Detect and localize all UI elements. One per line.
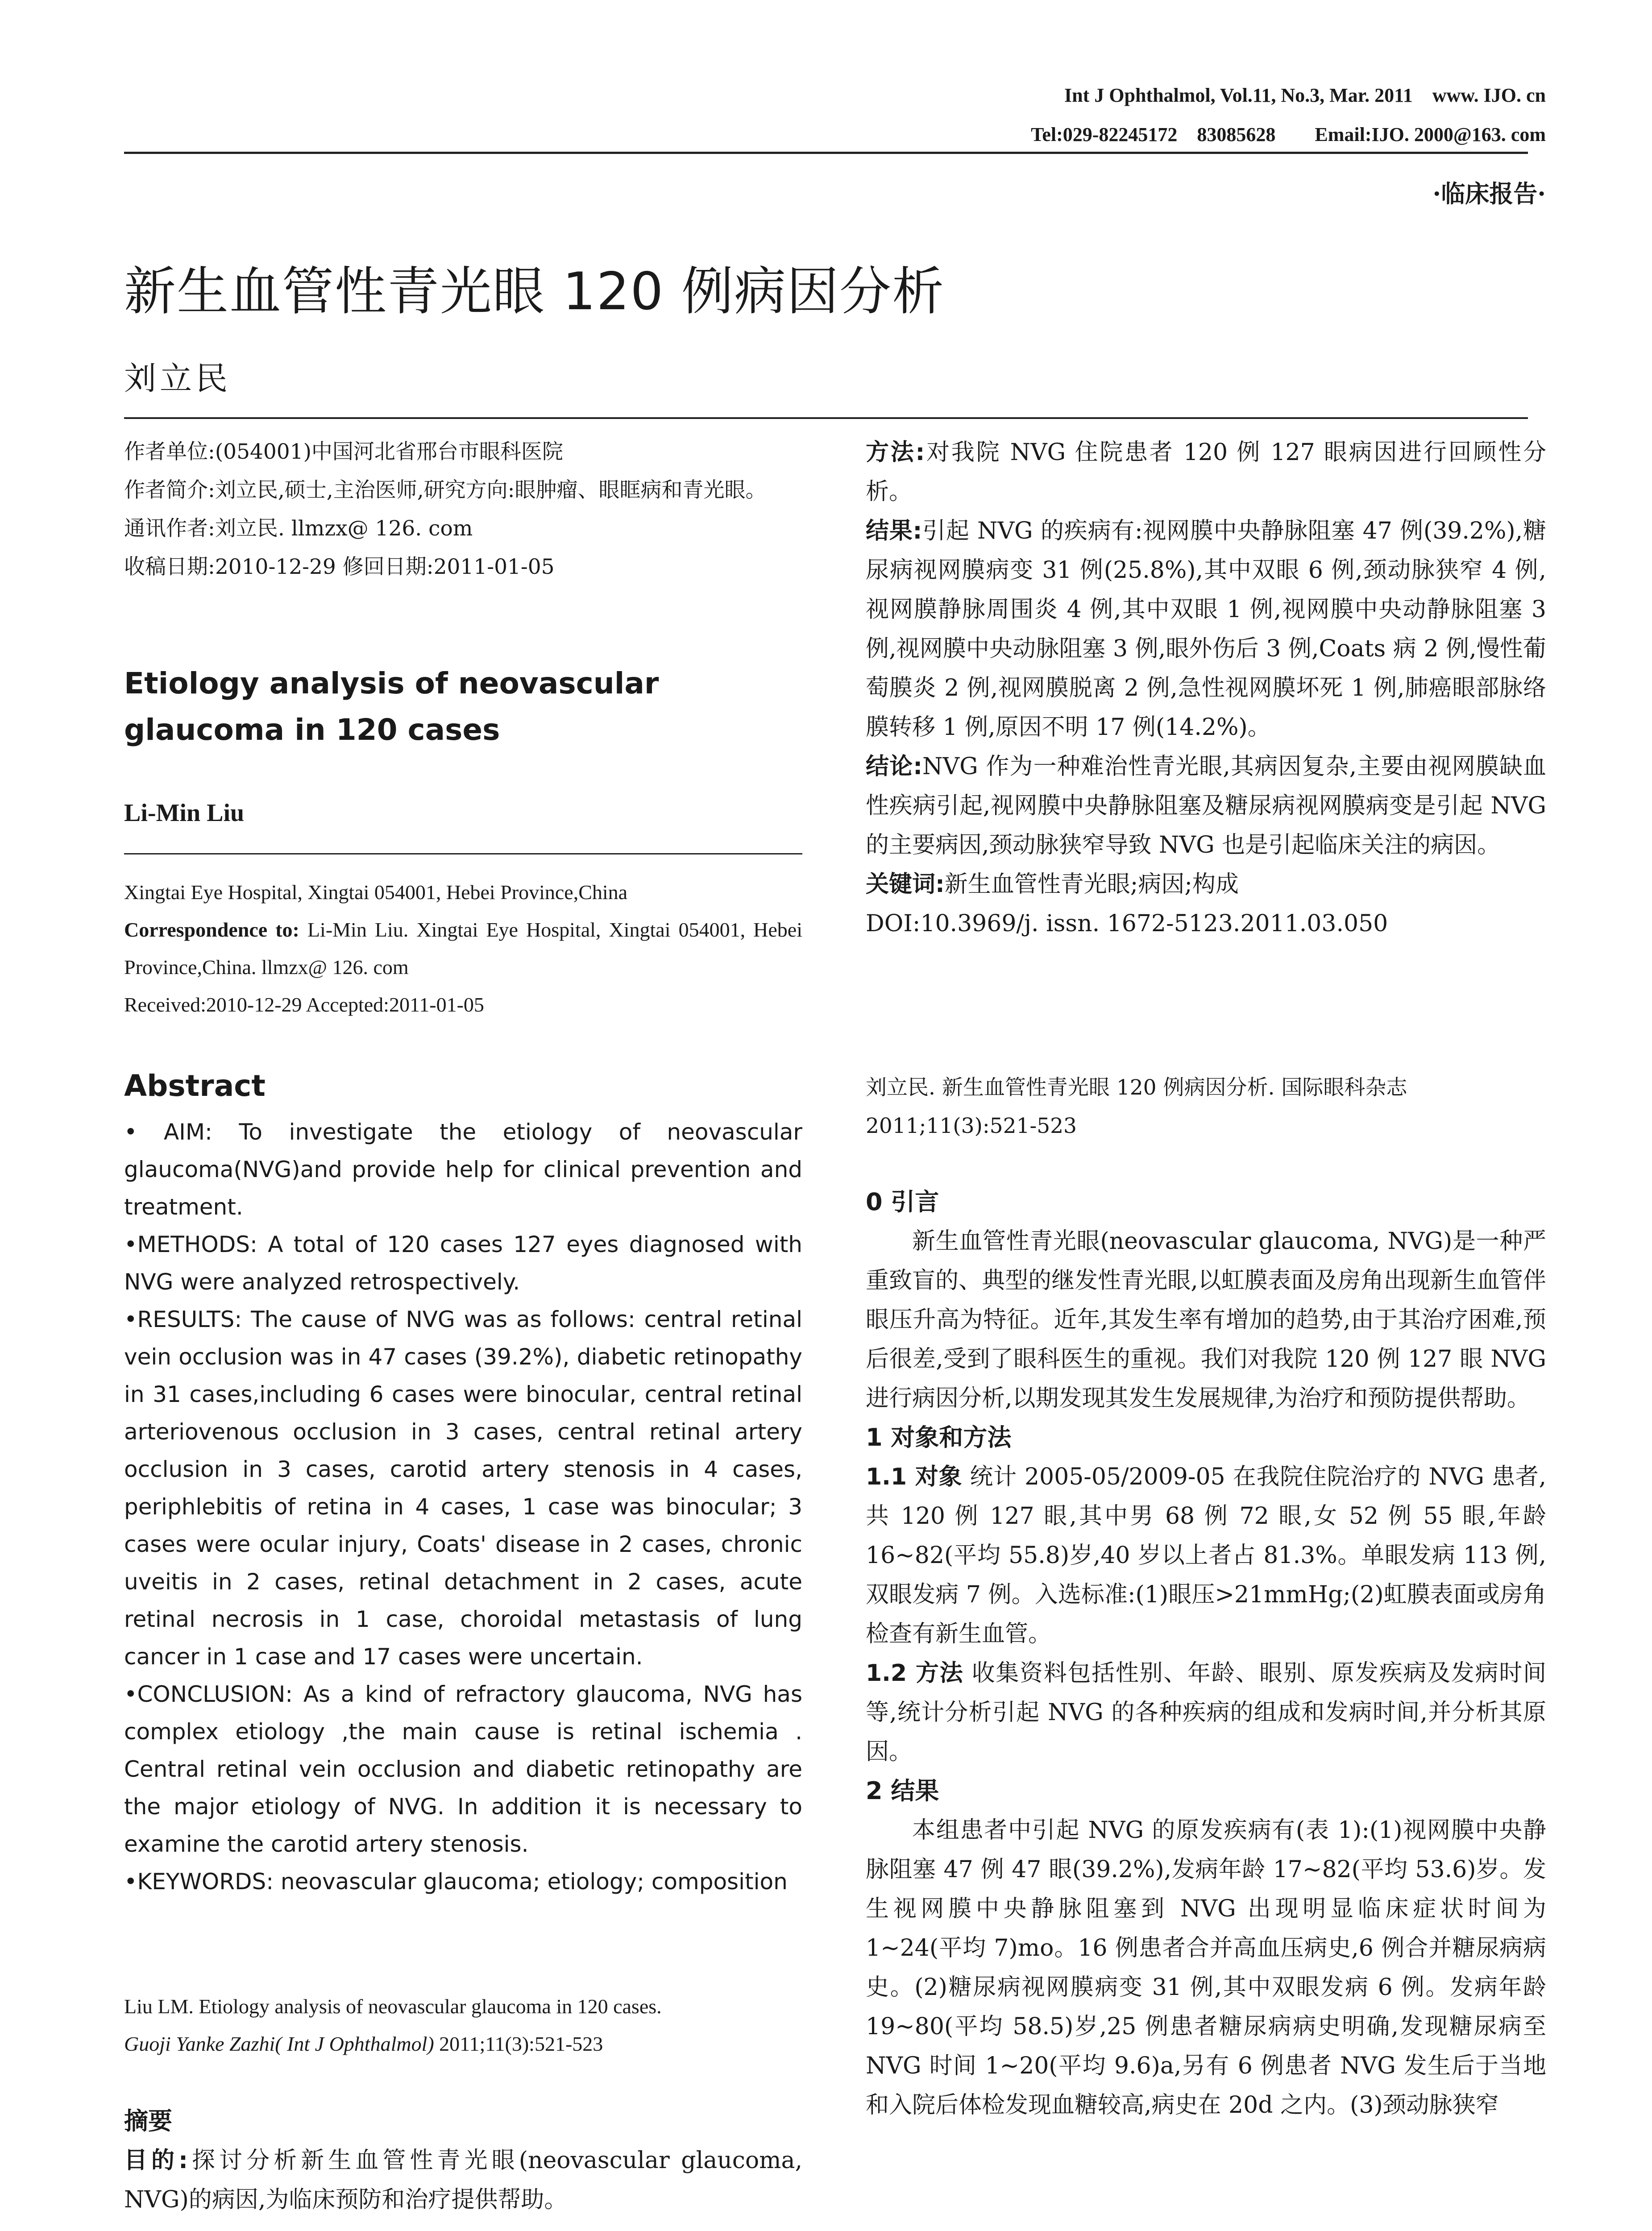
method-sub-text: 收集资料包括性别、年龄、眼别、原发疾病及发病时间等,统计分析引起 NVG 的各种疾病的组成和发病时间,并分析其原因。	[866, 1660, 1546, 1765]
chinese-keywords	[866, 865, 1546, 904]
intro-heading: 0 引言	[866, 1188, 939, 1216]
results-paragraph: 本组患者中引起 NVG 的原发疾病有(表 1):(1)视网膜中央静脉阻塞 47 例 47 眼(39.2%),发病年龄 17~82(平均 53.6)岁。发生视网膜中央静脉阻塞到 NVG 出现明显临床症状时间为 1~24(平均 7)mo。16 例患者合并高血压病史,6 例合并糖尿病病史。(2)糖尿病视网膜病变 31 例,其中双眼发病 6 例。发病年龄 19~80(平均 58.5)岁,25 例患者糖尿病病史明确,发现糖尿病至 NVG 时间 1~20(平均 9.6)a,另有 6 例患者 NVG 发生后于当地和入院后体检发现血糖较高,病史在 20d 之内。(3)颈动脉狭窄	[866, 1817, 1546, 2119]
keywords-text: 新生血管性青光眼;病因;构成	[944, 871, 1239, 898]
english-title: Etiology analysis of neovascular glaucoma in 120 cases	[124, 666, 659, 747]
english-citation-line1: Liu LM. Etiology analysis of neovascular glaucoma in 120 cases.	[124, 1995, 662, 2018]
chinese-aim	[124, 2141, 802, 2219]
subjects-label: 1.1 对象	[866, 1464, 963, 1490]
citation-volume: 2011;11(3):521-523	[434, 2032, 603, 2055]
abstract-results: •RESULTS: The cause of NVG was as follows: central retinal vein occlusion was in 47 cases (39.2%), diabetic retinopathy in 31 cases,including 6 cases were binocular, central retinal arteriovenous occlusion in 3 cases, central retinal artery occlusion in 3 cases, carotid artery stenosis in 4 cases, periphlebitis of retina in 4 cases, 1 case was binocular; 3 cases were ocular injury, Coats' disease in 2 cases, chronic uveitis in 2 cases, retinal detachment in 2 cases, acute retinal necrosis in 1 case, choroidal metastasis of lung cancer in 1 case and 17 cases were uncertain.	[124, 1306, 802, 1670]
section-tag: ·临床报告·	[1432, 179, 1546, 208]
chinese-conclusion	[866, 747, 1546, 865]
header-rule	[124, 152, 1528, 154]
english-citation-line2	[124, 2025, 802, 2063]
doi: DOI:10.3969/j. issn. 1672-5123.2011.03.050	[866, 910, 1388, 937]
article-title: 新生血管性青光眼 120 例病因分析	[124, 261, 945, 322]
result-text: 引起 NVG 的疾病有:视网膜中央静脉阻塞 47 例(39.2%),糖尿病视网膜病变 31 例(25.8%),其中双眼 6 例,颈动脉狭窄 4 例,视网膜静脉周围炎 4 例,其中双眼 1 例,视网膜中央动静脉阻塞 3 例,视网膜中央动脉阻塞 3 例,眼外伤后 3 例,Coats 病 2 例,慢性葡萄膜炎 2 例,视网膜脱离 2 例,急性视网膜坏死 1 例,肺癌眼部脉络膜转移 1 例,原因不明 17 例(14.2%)。	[866, 518, 1546, 741]
article-author: 刘立民	[124, 360, 232, 397]
subjects-paragraph	[866, 1457, 1546, 1654]
english-dates: Received:2010-12-29 Accepted:2011-01-05	[124, 993, 484, 1016]
result-label: 结果:	[866, 518, 922, 544]
aim-label: 目的:	[124, 2147, 188, 2174]
correspondence-cn: 通讯作者:刘立民. llmzx@ 126. com	[124, 516, 473, 541]
abstract-methods: •METHODS: A total of 120 cases 127 eyes diagnosed with NVG were analyzed retrospectively.	[124, 1232, 802, 1295]
author-meta	[124, 433, 802, 586]
author-bio-cn: 作者简介:刘立民,硕士,主治医师,研究方向:眼肿瘤、眼眶病和青光眼。	[124, 478, 767, 502]
journal-header-line2: Tel:029-82245172 83085628 Email:IJO. 2000@163. com	[1031, 124, 1546, 145]
article-body	[866, 1182, 1546, 2125]
method-paragraph	[866, 1654, 1546, 1771]
method-sub-label: 1.2 方法	[866, 1660, 964, 1687]
journal-header-line1: Int J Ophthalmol, Vol.11, No.3, Mar. 2011 www. IJO. cn	[1064, 84, 1546, 106]
subjects-text: 统计 2005-05/2009-05 在我院住院治疗的 NVG 患者,共 120 例 127 眼,其中男 68 例 72 眼,女 52 例 55 眼,年龄 16~82(平均 55.8)岁,40 岁以上者占 81.3%。单眼发病 113 例,双眼发病 7 例。入选标准:(1)眼压>21mmHg;(2)虹膜表面或房角检查有新生血管。	[866, 1464, 1546, 1647]
method-text: 对我院 NVG 住院患者 120 例 127 眼病因进行回顾性分析。	[866, 439, 1546, 505]
chinese-method	[866, 433, 1546, 511]
chinese-abstract-continued	[866, 433, 1546, 943]
english-citation	[124, 1988, 802, 2063]
chinese-citation: 刘立民. 新生血管性青光眼 120 例病因分析. 国际眼科杂志 2011;11(3):521-523	[866, 1075, 1407, 1138]
citation-journal: Guoji Yanke Zazhi( Int J Ophthalmol)	[124, 2032, 434, 2055]
english-author-rule	[124, 853, 802, 854]
title-rule	[124, 417, 1528, 419]
abstract-keywords: •KEYWORDS: neovascular glaucoma; etiology; composition	[124, 1869, 788, 1895]
conclusion-label: 结论:	[866, 753, 923, 780]
abstract-body	[124, 1113, 802, 1900]
correspondence-label: Correspondence to:	[124, 918, 299, 941]
keywords-label: 关键词:	[866, 871, 945, 898]
english-affiliation: Xingtai Eye Hospital, Xingtai 054001, Hebei Province,China	[124, 881, 628, 904]
correspondence-text: Li-Min Liu. Xingtai Eye Hospital, Xingtai 054001, Hebei Province,China. llmzx@ 126. com	[124, 918, 802, 979]
english-author: Li-Min Liu	[124, 799, 245, 827]
abstract-aim: • AIM: To investigate the etiology of neovascular glaucoma(NVG)and provide help for clinical prevention and treatment.	[124, 1119, 802, 1220]
methods-heading: 1 对象和方法	[866, 1423, 1012, 1451]
english-affiliation-block	[124, 874, 802, 1024]
chinese-abstract-block	[124, 2102, 802, 2219]
chinese-abstract-heading: 摘要	[124, 2107, 172, 2135]
english-correspondence	[124, 911, 802, 986]
results-heading: 2 结果	[866, 1777, 939, 1805]
aim-text: 探讨分析新生血管性青光眼(neovascular glaucoma, NVG)的病因,为临床预防和治疗提供帮助。	[124, 2147, 802, 2213]
affiliation-cn: 作者单位:(054001)中国河北省邢台市眼科医院	[124, 440, 563, 464]
abstract-heading: Abstract	[124, 1069, 266, 1103]
conclusion-text: NVG 作为一种难治性青光眼,其病因复杂,主要由视网膜缺血性疾病引起,视网膜中央静脉阻塞及糖尿病视网膜病变是引起 NVG 的主要病因,颈动脉狭窄导致 NVG 也是引起临床关注的病因。	[866, 753, 1547, 858]
method-label: 方法:	[866, 439, 925, 466]
chinese-result	[866, 511, 1546, 747]
dates-cn: 收稿日期:2010-12-29 修回日期:2011-01-05	[124, 555, 555, 579]
intro-paragraph: 新生血管性青光眼(neovascular glaucoma, NVG)是一种严重致盲的、典型的继发性青光眼,以虹膜表面及房角出现新生血管伴眼压升高为特征。近年,其发生率有增加的趋势,由于其治疗困难,预后很差,受到了眼科医生的重视。我们对我院 120 例 127 眼 NVG 进行病因分析,以期发现其发生发展规律,为治疗和预防提供帮助。	[866, 1228, 1546, 1412]
abstract-conclusion: •CONCLUSION: As a kind of refractory glaucoma, NVG has complex etiology ,the main cause is retinal ischemia . Central retinal vein occlusion and diabetic retinopathy are the major etiology of NVG. In addition it is necessary to examine the carotid artery stenosis.	[124, 1681, 802, 1857]
